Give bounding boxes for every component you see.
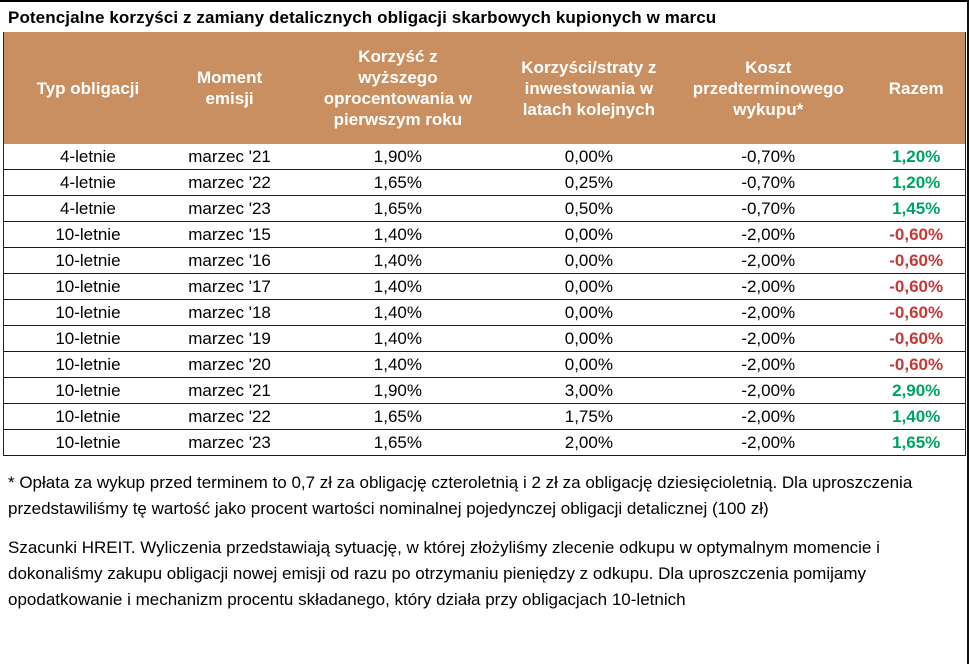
cell-issue-moment: marzec '16: [172, 248, 287, 274]
cell-first-year-benefit: 1,40%: [287, 222, 508, 248]
cell-issue-moment: marzec '21: [172, 378, 287, 404]
table-row: [4, 248, 966, 274]
table-body: [4, 144, 966, 456]
page-title: Potencjalne korzyści z zamiany detalicznych obligacji skarbowych kupionych w marcu: [8, 8, 717, 27]
cell-early-redemption-cost: -2,00%: [669, 352, 867, 378]
table-header: [4, 32, 966, 144]
cell-bond-type: 10-letnie: [4, 378, 172, 404]
column-header-total: Razem: [867, 32, 965, 144]
cell-issue-moment: marzec '18: [172, 300, 287, 326]
cell-following-years: 0,00%: [509, 248, 670, 274]
cell-early-redemption-cost: -2,00%: [669, 430, 867, 456]
table-row: [4, 430, 966, 456]
cell-bond-type: 10-letnie: [4, 326, 172, 352]
cell-following-years: 0,00%: [509, 352, 670, 378]
cell-early-redemption-cost: -2,00%: [669, 248, 867, 274]
cell-early-redemption-cost: -2,00%: [669, 222, 867, 248]
cell-issue-moment: marzec '22: [172, 404, 287, 430]
table-row: [4, 170, 966, 196]
column-header-early-redemption-cost: Koszt przedterminowego wykupu*: [669, 32, 867, 144]
table-row: [4, 352, 966, 378]
cell-first-year-benefit: 1,40%: [287, 300, 508, 326]
cell-early-redemption-cost: -0,70%: [669, 170, 867, 196]
cell-first-year-benefit: 1,65%: [287, 404, 508, 430]
cell-early-redemption-cost: -0,70%: [669, 196, 867, 222]
cell-early-redemption-cost: -2,00%: [669, 274, 867, 300]
cell-total: -0,60%: [867, 326, 965, 352]
cell-first-year-benefit: 1,90%: [287, 378, 508, 404]
column-header-issue-moment: Moment emisji: [172, 32, 287, 144]
footnote-redemption-fee: * Opłata za wykup przed terminem to 0,7 zł za obligację czteroletnią i 2 zł za obligację dziesięcioletnią. Dla uproszczenia przedstawiliśmy tę wartość jako procent wartości nominalnej pojedynczej obligacji detalicznej (100 zł): [8, 473, 913, 518]
cell-early-redemption-cost: -2,00%: [669, 404, 867, 430]
cell-total: 1,20%: [867, 144, 965, 170]
table-row: [4, 222, 966, 248]
cell-following-years: 2,00%: [509, 430, 670, 456]
cell-following-years: 0,00%: [509, 144, 670, 170]
cell-issue-moment: marzec '15: [172, 222, 287, 248]
cell-first-year-benefit: 1,65%: [287, 430, 508, 456]
cell-bond-type: 10-letnie: [4, 430, 172, 456]
cell-first-year-benefit: 1,40%: [287, 248, 508, 274]
cell-following-years: 0,25%: [509, 170, 670, 196]
cell-issue-moment: marzec '23: [172, 196, 287, 222]
cell-bond-type: 4-letnie: [4, 196, 172, 222]
cell-first-year-benefit: 1,40%: [287, 352, 508, 378]
cell-issue-moment: marzec '19: [172, 326, 287, 352]
cell-bond-type: 4-letnie: [4, 144, 172, 170]
cell-bond-type: 10-letnie: [4, 352, 172, 378]
cell-first-year-benefit: 1,40%: [287, 274, 508, 300]
cell-first-year-benefit: 1,40%: [287, 326, 508, 352]
cell-issue-moment: marzec '20: [172, 352, 287, 378]
table-row: [4, 378, 966, 404]
cell-bond-type: 10-letnie: [4, 300, 172, 326]
cell-following-years: 0,50%: [509, 196, 670, 222]
cell-issue-moment: marzec '22: [172, 170, 287, 196]
cell-total: 1,20%: [867, 170, 965, 196]
table-row: [4, 144, 966, 170]
cell-issue-moment: marzec '21: [172, 144, 287, 170]
cell-early-redemption-cost: -0,70%: [669, 144, 867, 170]
footnotes: [0, 456, 967, 613]
cell-early-redemption-cost: -2,00%: [669, 378, 867, 404]
table-row: [4, 326, 966, 352]
cell-following-years: 1,75%: [509, 404, 670, 430]
table-row: [4, 196, 966, 222]
table-row: [4, 300, 966, 326]
cell-total: 1,45%: [867, 196, 965, 222]
cell-first-year-benefit: 1,90%: [287, 144, 508, 170]
column-header-bond-type: Typ obligacji: [4, 32, 172, 144]
cell-first-year-benefit: 1,65%: [287, 196, 508, 222]
cell-total: -0,60%: [867, 352, 965, 378]
cell-bond-type: 4-letnie: [4, 170, 172, 196]
cell-issue-moment: marzec '17: [172, 274, 287, 300]
cell-total: -0,60%: [867, 274, 965, 300]
cell-following-years: 3,00%: [509, 378, 670, 404]
cell-early-redemption-cost: -2,00%: [669, 326, 867, 352]
cell-total: -0,60%: [867, 222, 965, 248]
cell-total: 1,40%: [867, 404, 965, 430]
cell-bond-type: 10-letnie: [4, 274, 172, 300]
cell-total: -0,60%: [867, 248, 965, 274]
cell-following-years: 0,00%: [509, 326, 670, 352]
bond-comparison-table: [3, 32, 966, 456]
cell-bond-type: 10-letnie: [4, 248, 172, 274]
table-row: [4, 274, 966, 300]
cell-total: 2,90%: [867, 378, 965, 404]
cell-following-years: 0,00%: [509, 222, 670, 248]
column-header-first-year-benefit: Korzyść z wyższego oprocentowania w pierwszym roku: [287, 32, 508, 144]
cell-following-years: 0,00%: [509, 274, 670, 300]
column-header-following-years: Korzyści/straty z inwestowania w latach kolejnych: [509, 32, 670, 144]
cell-first-year-benefit: 1,65%: [287, 170, 508, 196]
cell-bond-type: 10-letnie: [4, 404, 172, 430]
cell-total: -0,60%: [867, 300, 965, 326]
cell-issue-moment: marzec '23: [172, 430, 287, 456]
footnote-source-hreit: Szacunki HREIT. Wyliczenia przedstawiają sytuację, w której złożyliśmy zlecenie odkupu w optymalnym momencie i dokonaliśmy zakupu obligacji nowej emisji od razu po otrzymaniu pieniędzy z odkupu. Dla uproszczenia pomijamy opodatkowanie i mechanizm procentu składanego, który działa przy obligacjach 10-letnich: [8, 538, 880, 609]
cell-total: 1,65%: [867, 430, 965, 456]
cell-early-redemption-cost: -2,00%: [669, 300, 867, 326]
table-row: [4, 404, 966, 430]
cell-bond-type: 10-letnie: [4, 222, 172, 248]
cell-following-years: 0,00%: [509, 300, 670, 326]
